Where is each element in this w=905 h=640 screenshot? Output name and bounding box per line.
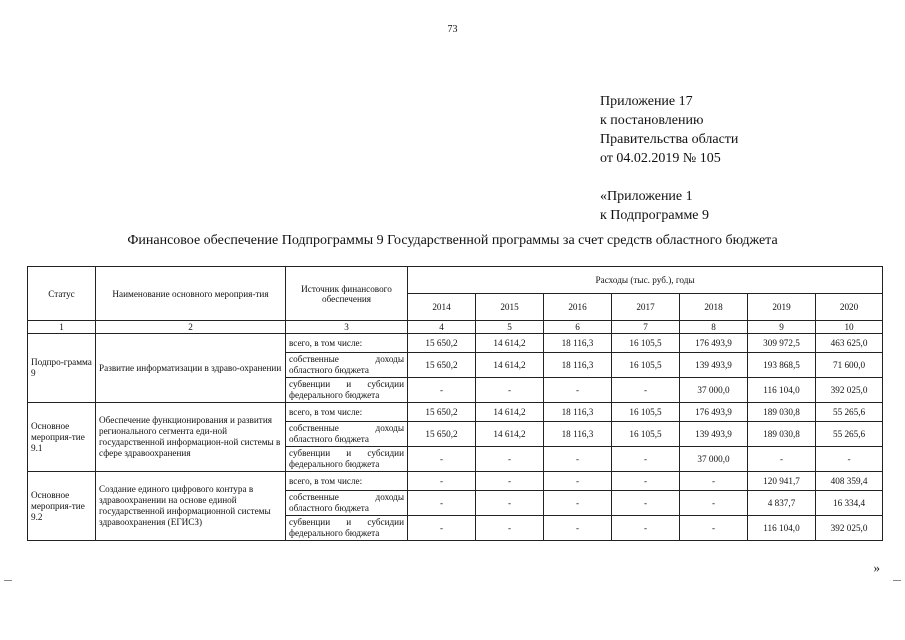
column-number: 8 [680, 321, 748, 334]
amount-cell: 15 650,2 [408, 403, 476, 422]
amount-cell: 309 972,5 [748, 334, 816, 353]
amount-cell: 139 493,9 [680, 422, 748, 447]
funding-source-cell: собственные доходы областного бюджета [286, 491, 408, 516]
header-source: Источник финансового обеспечения [286, 267, 408, 321]
column-number: 2 [96, 321, 286, 334]
table-row [28, 334, 883, 353]
amount-cell: - [476, 447, 544, 472]
activity-name-cell: Создание единого цифрового контура в здравоохранении на основе единой государственной информационной системы здравоохранения (ЕГИСЗ) [96, 472, 286, 541]
amount-cell: - [544, 516, 612, 541]
activity-name-cell: Развитие информатизации в здраво-охранении [96, 334, 286, 403]
amount-cell: 4 837,7 [748, 491, 816, 516]
amount-cell: - [544, 447, 612, 472]
amount-cell: - [476, 472, 544, 491]
column-number: 5 [476, 321, 544, 334]
appendix-line: Приложение 17 [600, 94, 693, 109]
amount-cell: 16 105,5 [612, 422, 680, 447]
scan-edge-mark [4, 580, 12, 581]
amount-cell: 392 025,0 [816, 516, 883, 541]
appendix-line: от 04.02.2019 № 105 [600, 151, 721, 166]
amount-cell: - [476, 516, 544, 541]
column-number: 7 [612, 321, 680, 334]
status-cell: Основное мероприя-тие 9.2 [28, 472, 96, 541]
amount-cell: 14 614,2 [476, 353, 544, 378]
header-expenses: Расходы (тыс. руб.), годы [408, 267, 883, 294]
amount-cell: 55 265,6 [816, 422, 883, 447]
header-year: 2020 [816, 294, 883, 321]
amount-cell: - [476, 378, 544, 403]
scan-edge-mark [893, 580, 901, 581]
column-number: 4 [408, 321, 476, 334]
amount-cell: 139 493,9 [680, 353, 748, 378]
amount-cell: - [408, 516, 476, 541]
appendix-block [600, 92, 738, 225]
funding-source-cell: субвенции и субсидии федерального бюджета [286, 378, 408, 403]
table-row [28, 472, 883, 491]
amount-cell: - [612, 491, 680, 516]
amount-cell: - [612, 516, 680, 541]
amount-cell: 37 000,0 [680, 447, 748, 472]
amount-cell: - [544, 472, 612, 491]
header-year: 2018 [680, 294, 748, 321]
amount-cell: - [544, 378, 612, 403]
amount-cell: 18 116,3 [544, 403, 612, 422]
status-cell: Подпро-грамма 9 [28, 334, 96, 403]
activity-name-cell: Обеспечение функционирования и развития регионального сегмента еди-ной государственной информацион-ной системы в сфере здравоохранения [96, 403, 286, 472]
funding-source-cell: всего, в том числе: [286, 403, 408, 422]
header-year: 2015 [476, 294, 544, 321]
amount-cell: - [612, 378, 680, 403]
amount-cell: - [612, 447, 680, 472]
amount-cell: 176 493,9 [680, 403, 748, 422]
table-row [28, 403, 883, 422]
header-year: 2016 [544, 294, 612, 321]
amount-cell: - [816, 447, 883, 472]
end-quote-mark: » [873, 560, 880, 575]
funding-source-cell: субвенции и субсидии федерального бюджета [286, 447, 408, 472]
column-number: 6 [544, 321, 612, 334]
column-number: 9 [748, 321, 816, 334]
amount-cell: - [680, 516, 748, 541]
amount-cell: 116 104,0 [748, 378, 816, 403]
amount-cell: 18 116,3 [544, 422, 612, 447]
amount-cell: 408 359,4 [816, 472, 883, 491]
appendix-line: Правительства области [600, 132, 739, 147]
page-number: 73 [447, 24, 458, 35]
amount-cell: - [544, 491, 612, 516]
amount-cell: 193 868,5 [748, 353, 816, 378]
funding-source-cell: субвенции и субсидии федерального бюджета [286, 516, 408, 541]
amount-cell: 14 614,2 [476, 334, 544, 353]
amount-cell: - [408, 447, 476, 472]
amount-cell: 15 650,2 [408, 334, 476, 353]
amount-cell: - [680, 472, 748, 491]
appendix-line: «Приложение 1 [600, 189, 693, 204]
header-year: 2014 [408, 294, 476, 321]
document-title: Финансовое обеспечение Подпрограммы 9 Государственной программы за счет средств областного бюджета [127, 233, 778, 248]
amount-cell: 176 493,9 [680, 334, 748, 353]
amount-cell: - [408, 378, 476, 403]
column-number: 10 [816, 321, 883, 334]
amount-cell: - [748, 447, 816, 472]
amount-cell: 55 265,6 [816, 403, 883, 422]
amount-cell: - [612, 472, 680, 491]
amount-cell: 15 650,2 [408, 422, 476, 447]
amount-cell: 16 105,5 [612, 334, 680, 353]
amount-cell: 189 030,8 [748, 403, 816, 422]
header-status: Статус [28, 267, 96, 321]
amount-cell: 15 650,2 [408, 353, 476, 378]
amount-cell: 16 105,5 [612, 353, 680, 378]
amount-cell: 120 941,7 [748, 472, 816, 491]
funding-source-cell: собственные доходы областного бюджета [286, 422, 408, 447]
amount-cell: 71 600,0 [816, 353, 883, 378]
header-year: 2017 [612, 294, 680, 321]
amount-cell: 37 000,0 [680, 378, 748, 403]
amount-cell: 16 334,4 [816, 491, 883, 516]
amount-cell: 14 614,2 [476, 403, 544, 422]
amount-cell: 392 025,0 [816, 378, 883, 403]
amount-cell: 14 614,2 [476, 422, 544, 447]
amount-cell: - [408, 472, 476, 491]
header-year: 2019 [748, 294, 816, 321]
amount-cell: - [476, 491, 544, 516]
status-cell: Основное мероприя-тие 9.1 [28, 403, 96, 472]
funding-source-cell: всего, в том числе: [286, 472, 408, 491]
amount-cell: 189 030,8 [748, 422, 816, 447]
amount-cell: - [680, 491, 748, 516]
appendix-line: к Подпрограмме 9 [600, 208, 710, 223]
appendix-line: к постановлению [600, 113, 704, 128]
column-number: 3 [286, 321, 408, 334]
financing-table [27, 266, 883, 541]
funding-source-cell: всего, в том числе: [286, 334, 408, 353]
amount-cell: - [408, 491, 476, 516]
amount-cell: 18 116,3 [544, 353, 612, 378]
header-name: Наименование основного мероприя-тия [96, 267, 286, 321]
amount-cell: 18 116,3 [544, 334, 612, 353]
column-number: 1 [28, 321, 96, 334]
amount-cell: 463 625,0 [816, 334, 883, 353]
amount-cell: 116 104,0 [748, 516, 816, 541]
funding-source-cell: собственные доходы областного бюджета [286, 353, 408, 378]
table-body [28, 334, 883, 541]
amount-cell: 16 105,5 [612, 403, 680, 422]
